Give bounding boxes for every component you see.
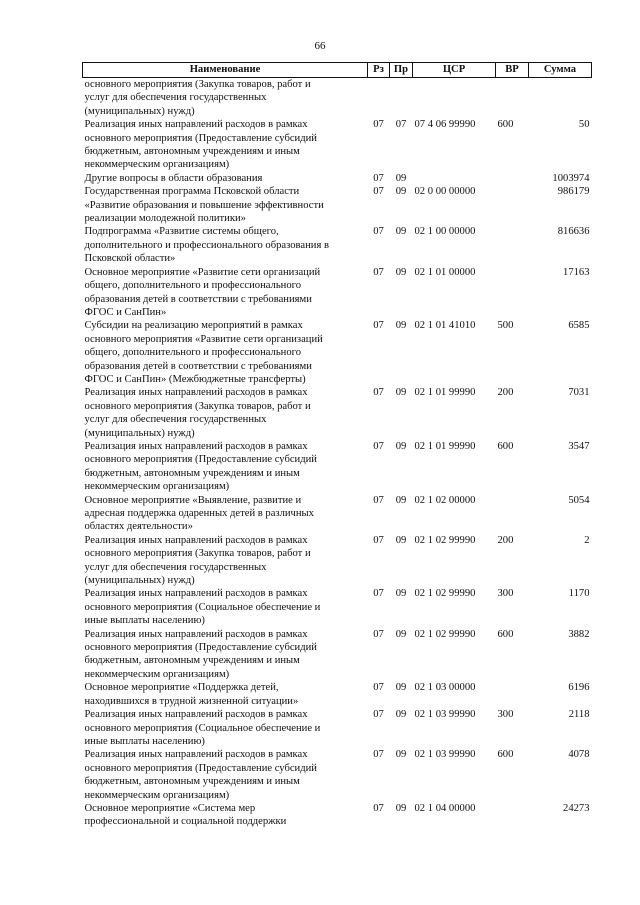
row-name-line: Основное мероприятие «Система мер [84, 802, 256, 814]
row-rz: 07 [373, 802, 384, 814]
row-csr: 02 1 01 99990 [414, 440, 476, 452]
row-rz: 07 [373, 749, 384, 761]
row-name-line: услуг для обеспечения государственных [84, 561, 267, 573]
row-sum: 3547 [568, 440, 590, 452]
row-name-line: дополнительного и профессионального образования в [84, 239, 329, 251]
table-row [83, 587, 592, 627]
row-vr [496, 78, 529, 119]
row-name-line: общего, дополнительного и профессионального [84, 280, 302, 292]
row-sum [529, 78, 592, 119]
row-name-line: основного мероприятия (Предоставление субсидий [84, 132, 317, 144]
row-name-line: Основное мероприятие «Выявление, развитие и [84, 494, 302, 506]
row-name [83, 225, 368, 265]
row-name-line: некоммерческим организациям) [84, 481, 230, 493]
row-name-line: Реализация иных направлений расходов в рамках [84, 119, 308, 131]
row-name-line: Реализация иных направлений расходов в рамках [84, 534, 308, 546]
row-name-line: бюджетным, автономным учреждениям и иным [84, 776, 300, 788]
row-name [83, 172, 368, 185]
row-name-line: основного мероприятия (Закупка товаров, работ и [84, 400, 311, 412]
row-name-line: услуг для обеспечения государственных [84, 92, 267, 104]
row-name-line: Другие вопросы в области образования [84, 172, 263, 184]
row-sum: 5054 [568, 494, 590, 506]
table-row [83, 319, 592, 386]
row-pr: 09 [395, 494, 407, 506]
row-name-line: «Развитие образования и повышение эффективности [84, 199, 324, 211]
row-name [83, 802, 368, 829]
row-name [83, 319, 368, 386]
row-csr: 02 1 02 00000 [414, 494, 476, 506]
row-name-line: основного мероприятия «Развитие сети организаций [84, 333, 323, 345]
row-pr: 09 [395, 440, 407, 452]
row-name-line: основного мероприятия (Закупка товаров, работ и [84, 548, 311, 560]
table-body [83, 78, 592, 829]
row-csr: 02 0 00 00000 [414, 186, 476, 198]
row-sum: 24273 [563, 802, 590, 814]
header-rz: Рз [368, 63, 390, 78]
row-vr [496, 681, 529, 708]
row-name-line: общего, дополнительного и профессионального [84, 347, 302, 359]
row-name [83, 440, 368, 494]
row-sum: 50 [578, 119, 590, 131]
row-vr: 200 [497, 387, 514, 399]
row-name-line: Реализация иных направлений расходов в рамках [84, 749, 308, 761]
row-name [83, 494, 368, 534]
row-pr: 09 [395, 802, 407, 814]
table-row [83, 386, 592, 440]
row-sum: 2 [584, 534, 590, 546]
row-sum: 4078 [568, 749, 590, 761]
row-name-line: некоммерческим организациям) [84, 159, 230, 171]
row-rz: 07 [373, 440, 384, 452]
row-csr: 02 1 02 99990 [414, 628, 476, 640]
table-row [83, 172, 592, 185]
row-name-line: иные выплаты населению) [84, 735, 205, 747]
row-csr: 02 1 03 99990 [414, 749, 476, 761]
row-pr: 09 [395, 226, 407, 238]
row-pr: 09 [395, 749, 407, 761]
row-name-line: бюджетным, автономным учреждениям и иным [84, 655, 300, 667]
row-rz: 07 [373, 387, 384, 399]
table-row [83, 708, 592, 748]
row-pr: 09 [395, 588, 407, 600]
budget-table [82, 62, 592, 829]
row-csr [413, 78, 496, 119]
row-name-line: находившихся в трудной жизненной ситуации» [84, 695, 299, 707]
row-name [83, 118, 368, 172]
row-name-line: адресная поддержка одаренных детей в различных [84, 508, 314, 519]
row-pr: 09 [395, 266, 407, 278]
table-row [83, 78, 592, 119]
row-vr: 500 [497, 320, 514, 332]
row-csr: 02 1 01 99990 [414, 387, 476, 399]
row-rz: 07 [373, 494, 384, 506]
row-name-line: иные выплаты населению) [84, 615, 205, 627]
row-vr: 200 [497, 534, 514, 546]
row-sum: 6196 [568, 682, 590, 694]
row-pr: 07 [395, 119, 407, 131]
row-name-line: (муниципальных) нужд) [84, 427, 195, 439]
row-name-line: Реализация иных направлений расходов в рамках [84, 440, 308, 452]
row-csr: 02 1 00 00000 [414, 226, 476, 238]
row-name [83, 266, 368, 320]
row-pr: 09 [395, 628, 407, 640]
row-name [83, 534, 368, 588]
table-row [83, 266, 592, 320]
row-sum: 6585 [568, 320, 590, 332]
row-csr: 02 1 04 00000 [414, 802, 476, 814]
row-name [83, 185, 368, 225]
row-name-line: образования детей в соответствии с требованиями [84, 360, 312, 372]
row-name-line: основного мероприятия (Предоставление субсидий [84, 454, 317, 466]
row-vr [496, 185, 529, 225]
table-row [83, 185, 592, 225]
row-name-line: областях деятельности» [84, 521, 193, 533]
header-vr: ВР [496, 63, 529, 78]
row-name-line: некоммерческим организациям) [84, 668, 230, 680]
row-csr: 02 1 03 00000 [414, 682, 476, 694]
table-row [83, 802, 592, 829]
row-name-line: реализации молодежной политики» [84, 213, 246, 225]
row-name-line: ФГОС и СанПин» [84, 306, 167, 318]
row-csr: 02 1 02 99990 [414, 588, 476, 600]
row-rz: 07 [373, 534, 384, 546]
row-sum: 3882 [568, 628, 590, 640]
row-rz [368, 78, 390, 119]
row-sum: 17163 [563, 266, 590, 278]
row-pr: 09 [395, 682, 407, 694]
row-name-line: услуг для обеспечения государственных [84, 414, 267, 426]
page-number: 66 [314, 40, 326, 52]
row-name-line: Государственная программа Псковской области [84, 186, 300, 198]
row-vr: 300 [497, 588, 514, 600]
row-name-line: бюджетным, автономным учреждениям и иным [84, 146, 300, 158]
row-vr [496, 494, 529, 534]
header-sum: Сумма [529, 63, 592, 78]
row-name-line: Основное мероприятие «Поддержка детей, [84, 682, 279, 694]
row-name-line: основного мероприятия (Закупка товаров, работ и [84, 79, 311, 90]
row-name-line: Реализация иных направлений расходов в рамках [84, 628, 308, 640]
table-row [83, 534, 592, 588]
row-vr [496, 225, 529, 265]
row-name [83, 628, 368, 682]
row-vr: 300 [497, 709, 514, 721]
header-csr: ЦСР [413, 63, 496, 78]
table-row [83, 748, 592, 802]
row-rz: 07 [373, 172, 384, 184]
row-name [83, 681, 368, 708]
row-name-line: основного мероприятия (Предоставление субсидий [84, 762, 317, 774]
row-rz: 07 [373, 186, 384, 198]
row-sum: 2118 [568, 709, 590, 721]
row-name-line: образования детей в соответствии с требованиями [84, 293, 312, 305]
row-vr [496, 266, 529, 320]
row-sum: 1170 [568, 588, 590, 600]
row-sum: 816636 [557, 226, 590, 238]
row-name-line: профессиональной и социальной поддержки [84, 816, 287, 828]
row-rz: 07 [373, 628, 384, 640]
row-name-line: (муниципальных) нужд) [84, 105, 195, 117]
row-csr: 02 1 01 41010 [414, 320, 476, 332]
row-vr [496, 802, 529, 829]
row-name-line: Псковской области» [84, 253, 176, 265]
row-csr [413, 172, 496, 185]
row-sum: 7031 [568, 387, 590, 399]
row-name [83, 748, 368, 802]
row-csr: 02 1 02 99990 [414, 534, 476, 546]
row-pr: 09 [395, 534, 407, 546]
row-csr: 07 4 06 99990 [414, 119, 476, 131]
table-row [83, 681, 592, 708]
row-vr: 600 [497, 749, 514, 761]
row-sum: 1003974 [552, 172, 590, 184]
row-pr: 09 [395, 186, 407, 198]
row-name-line: Реализация иных направлений расходов в рамках [84, 709, 308, 721]
row-vr [496, 172, 529, 185]
row-name [83, 587, 368, 627]
row-name-line: некоммерческим организациям) [84, 789, 230, 801]
row-name-line: Реализация иных направлений расходов в рамках [84, 588, 308, 600]
row-rz: 07 [373, 226, 384, 238]
row-pr: 09 [395, 387, 407, 399]
row-rz: 07 [373, 119, 384, 131]
row-rz: 07 [373, 266, 384, 278]
row-name-line: ФГОС и СанПин» (Межбюджетные трансферты) [84, 373, 306, 385]
row-pr: 09 [395, 320, 407, 332]
row-name-line: Подпрограмма «Развитие системы общего, [84, 226, 279, 238]
row-name-line: бюджетным, автономным учреждениям и иным [84, 467, 300, 479]
row-csr: 02 1 01 00000 [414, 266, 476, 278]
table-row [83, 628, 592, 682]
row-name-line: Основное мероприятие «Развитие сети организаций [84, 266, 321, 278]
row-name [83, 78, 368, 119]
table-header-row [83, 63, 592, 78]
row-name-line: Субсидии на реализацию мероприятий в рамках [84, 320, 303, 332]
row-rz: 07 [373, 682, 384, 694]
row-rz: 07 [373, 320, 384, 332]
row-name [83, 708, 368, 748]
row-vr: 600 [497, 628, 514, 640]
row-name-line: Реализация иных направлений расходов в рамках [84, 387, 308, 399]
table-row [83, 440, 592, 494]
header-name: Наименование [83, 63, 368, 78]
row-name-line: основного мероприятия (Социальное обеспечение и [84, 722, 321, 734]
table-row [83, 225, 592, 265]
row-name-line: основного мероприятия (Предоставление субсидий [84, 642, 317, 654]
row-name-line: (муниципальных) нужд) [84, 575, 195, 587]
table-row [83, 494, 592, 534]
row-name-line: основного мероприятия (Социальное обеспечение и [84, 601, 321, 613]
row-rz: 07 [373, 709, 384, 721]
row-rz: 07 [373, 588, 384, 600]
table-row [83, 118, 592, 172]
row-pr: 09 [395, 709, 407, 721]
row-vr: 600 [497, 119, 514, 131]
row-pr [390, 78, 413, 119]
row-vr: 600 [497, 440, 514, 452]
row-pr: 09 [395, 172, 407, 184]
row-name [83, 386, 368, 440]
header-pr: Пр [390, 63, 413, 78]
row-csr: 02 1 03 99990 [414, 709, 476, 721]
row-sum: 986179 [557, 186, 590, 198]
